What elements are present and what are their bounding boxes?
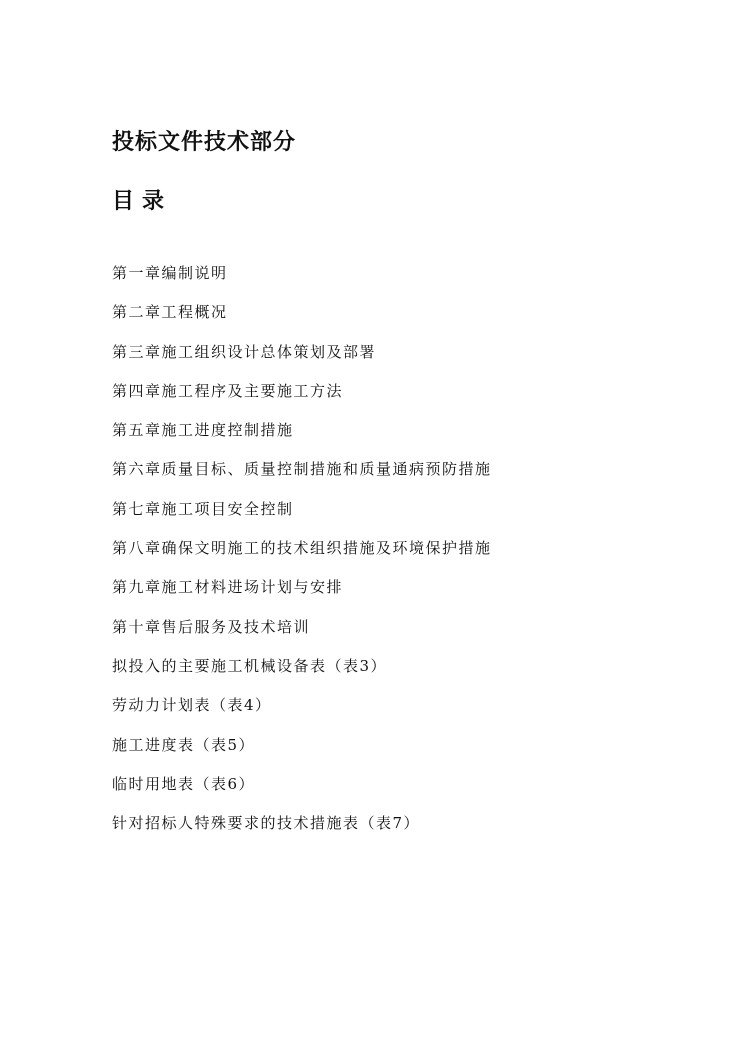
document-title: 投标文件技术部分 <box>112 129 297 155</box>
toc-item-chapter-6: 第六章质量目标、质量控制措施和质量通病预防措施 <box>112 460 492 479</box>
toc-item-chapter-3: 第三章施工组织设计总体策划及部署 <box>112 342 377 361</box>
toc-heading: 目录 <box>112 188 173 214</box>
toc-item-table-7: 针对招标人特殊要求的技术措施表（表7） <box>112 814 421 833</box>
toc-item-chapter-7: 第七章施工项目安全控制 <box>112 499 294 518</box>
toc-item-table-5: 施工进度表（表5） <box>112 735 256 754</box>
toc-item-chapter-4: 第四章施工程序及主要施工方法 <box>112 381 344 400</box>
toc-item-chapter-8: 第八章确保文明施工的技术组织措施及环境保护措施 <box>112 539 492 558</box>
toc-item-chapter-1: 第一章编制说明 <box>112 264 228 282</box>
toc-item-chapter-9: 第九章施工材料进场计划与安排 <box>112 578 344 597</box>
toc-item-chapter-5: 第五章施工进度控制措施 <box>112 421 294 440</box>
toc-item-table-6: 临时用地表（表6） <box>112 774 256 793</box>
toc-item-table-3: 拟投入的主要施工机械设备表（表3） <box>112 656 388 675</box>
toc-item-chapter-10: 第十章售后服务及技术培训 <box>112 617 311 636</box>
toc-list <box>112 262 492 851</box>
toc-item-table-4: 劳动力计划表（表4） <box>112 696 272 715</box>
toc-item-chapter-2: 第二章工程概况 <box>112 303 228 322</box>
